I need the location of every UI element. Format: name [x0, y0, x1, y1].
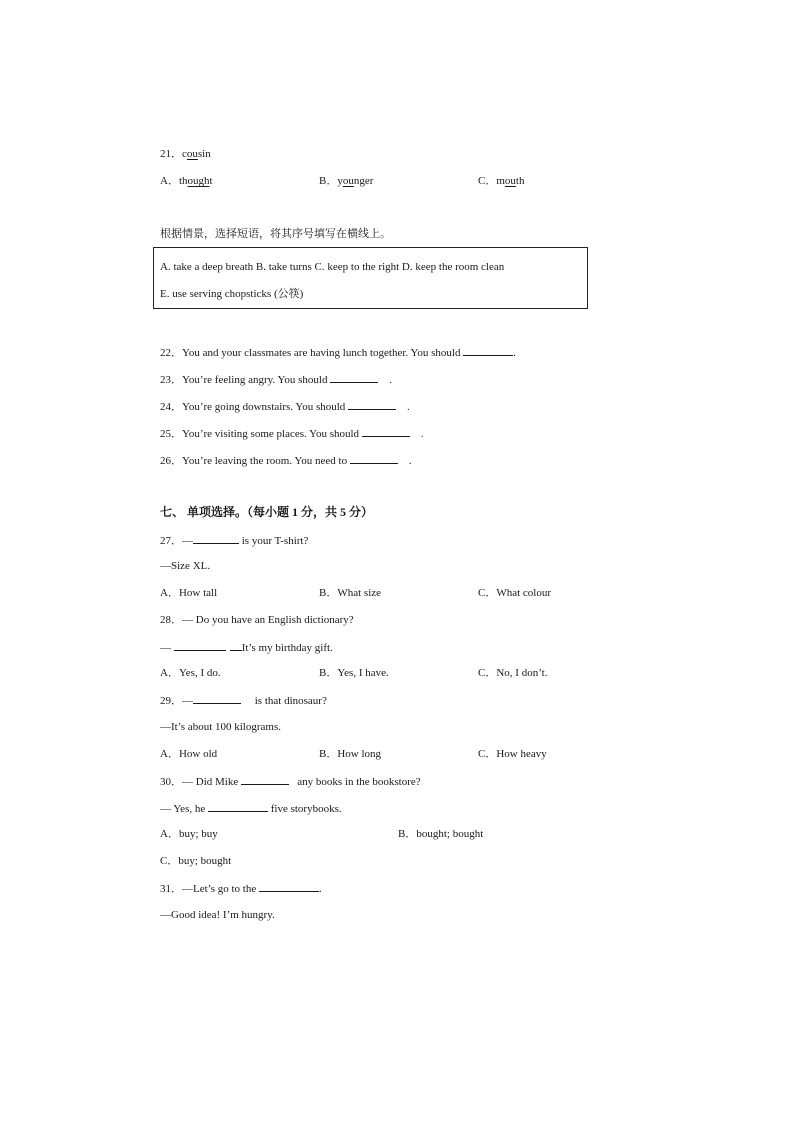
answer-blank[interactable] — [193, 693, 241, 704]
answer-blank-tail — [230, 640, 242, 651]
question-30-option-b: B．bought; bought — [398, 828, 484, 840]
question-23: 23．You’re feeling angry. You should . — [160, 374, 392, 386]
question-30-reply: — Yes, he five storybooks. — [160, 803, 342, 815]
question-21-option-a: A．thought — [160, 175, 213, 187]
question-27-reply: —Size XL. — [160, 560, 211, 572]
question-31: 31．—Let’s go to the . — [160, 883, 322, 895]
question-27-option-c: C．What colour — [478, 587, 552, 599]
section-instruction: 根据情景，选择短语，将其序号填写在横线上。 — [160, 228, 391, 240]
answer-blank[interactable] — [348, 399, 396, 410]
question-29: 29．— is that dinosaur? — [160, 695, 327, 707]
question-28-option-c: C．No, I don’t. — [478, 667, 548, 679]
question-27-option-b: B．What size — [319, 587, 382, 599]
question-26: 26．You’re leaving the room. You need to . — [160, 455, 412, 467]
question-21-stem: 21．cousin — [160, 148, 211, 160]
question-28-option-a: A．Yes, I do. — [160, 667, 221, 679]
question-29-option-c: C．How heavy — [478, 748, 547, 760]
question-24: 24．You’re going downstairs. You should . — [160, 401, 410, 413]
question-27: 27．— is your T-shirt? — [160, 535, 309, 547]
question-21-option-c: C．mouth — [478, 175, 525, 187]
phrase-box-row-2: E. use serving chopsticks (公筷) — [160, 288, 304, 300]
question-28: 28．— Do you have an English dictionary? — [160, 614, 354, 626]
answer-blank[interactable] — [259, 881, 319, 892]
answer-blank[interactable] — [463, 345, 513, 356]
question-22: 22．You and your classmates are having lunch together. You should . — [160, 347, 516, 359]
answer-blank[interactable] — [241, 774, 289, 785]
section-heading: 七、 单项选择。（每小题 1 分，共 5 分） — [160, 505, 374, 519]
question-31-reply: —Good idea! I’m hungry. — [160, 909, 275, 921]
answer-blank[interactable] — [174, 640, 226, 651]
question-30-option-c: C．buy; bought — [160, 855, 232, 867]
question-21-option-b: B．younger — [319, 175, 374, 187]
answer-blank[interactable] — [193, 533, 239, 544]
question-29-reply: —It’s about 100 kilograms. — [160, 721, 281, 733]
question-30: 30．— Did Mike any books in the bookstore? — [160, 776, 421, 788]
answer-blank[interactable] — [362, 426, 410, 437]
question-27-option-a: A．How tall — [160, 587, 218, 599]
question-29-option-b: B．How long — [319, 748, 382, 760]
answer-blank[interactable] — [208, 801, 268, 812]
question-25: 25．You’re visiting some places. You should . — [160, 428, 424, 440]
phrase-box — [153, 247, 588, 309]
answer-blank[interactable] — [330, 372, 378, 383]
question-28-reply: — It’s my birthday gift. — [160, 642, 333, 654]
question-30-option-a: A．buy; buy — [160, 828, 218, 840]
phrase-box-row-1: A. take a deep breath B. take turns C. keep to the right D. keep the room clean — [160, 261, 505, 273]
question-29-option-a: A．How old — [160, 748, 218, 760]
question-28-option-b: B．Yes, I have. — [319, 667, 389, 679]
answer-blank[interactable] — [350, 453, 398, 464]
